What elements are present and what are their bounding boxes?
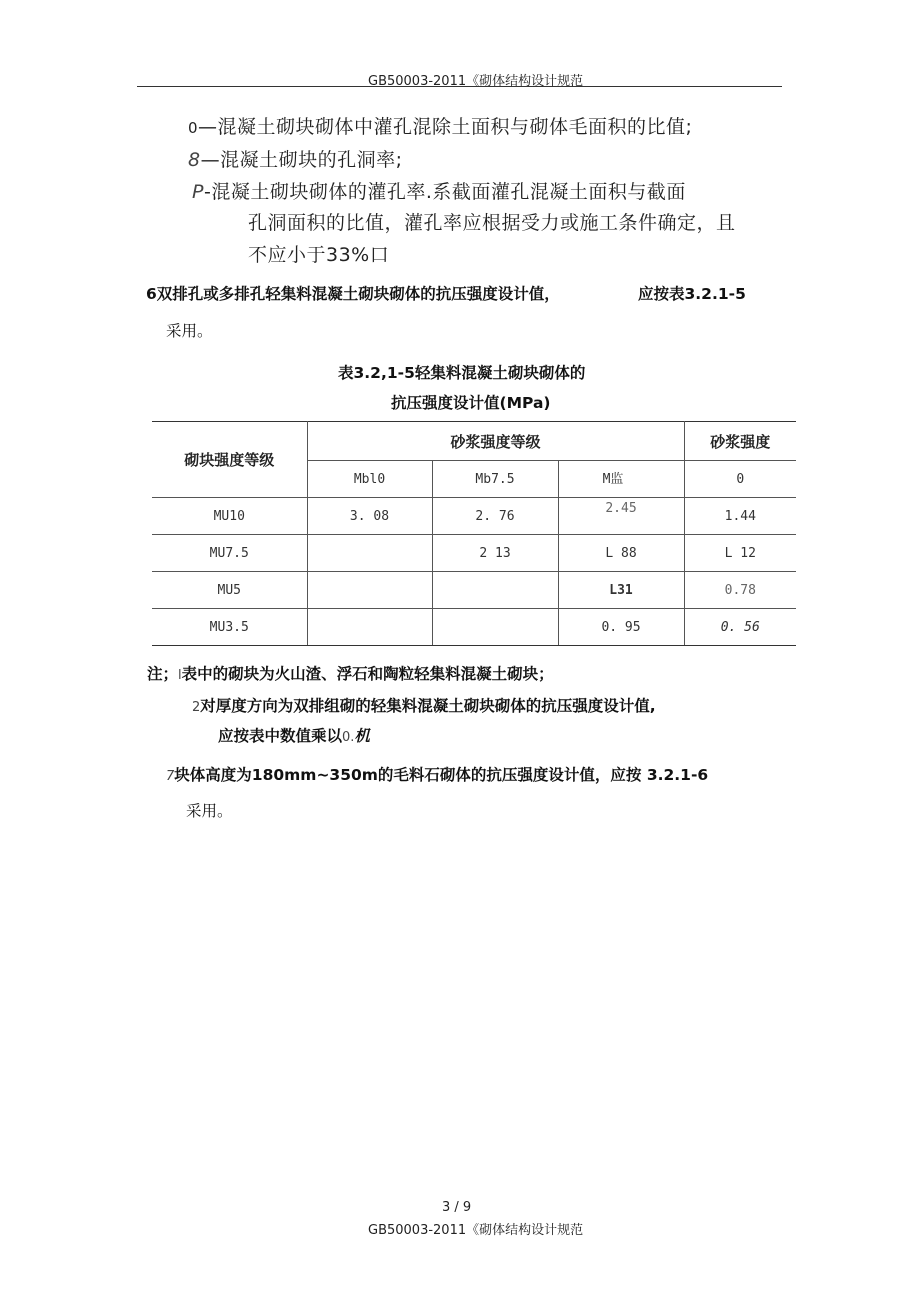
- table-row: [152, 609, 796, 646]
- item-7-line-1: [166, 763, 708, 785]
- definition-3: [192, 177, 686, 204]
- cell-value: 2.45: [558, 498, 684, 535]
- note-2-text: 对厚度方向为双排组砌的轻集料混凝土砌块砌体的抗压强度设计值,: [200, 697, 656, 715]
- cell-value: [307, 609, 432, 646]
- cell-value: 1.44: [684, 498, 796, 535]
- subheader-zero: 0: [684, 461, 796, 498]
- note-2-value: 0.: [342, 730, 355, 745]
- definition-symbol: 0: [188, 119, 199, 137]
- subheader-m5: M监: [558, 461, 684, 498]
- cell-value: 2. 76: [432, 498, 558, 535]
- header-mortar-strength: 砂浆强度: [684, 422, 796, 461]
- item-7-text: 块体高度为180mm~350m的毛料石砌体的抗压强度设计值，应按 3.2.1-6: [174, 766, 709, 784]
- running-header: GB50003-2011《砌体结构设计规范: [368, 74, 584, 89]
- cell-grade: MU5: [152, 572, 307, 609]
- cell-value: 0. 95: [558, 609, 684, 646]
- cell-value: 0.78: [684, 572, 796, 609]
- cell-value: 0. 56: [684, 609, 796, 646]
- note-2-number: 2: [192, 700, 201, 715]
- cell-value: [432, 609, 558, 646]
- cell-grade: MU10: [152, 498, 307, 535]
- table-caption-2: 抗压强度设计值(MPa): [391, 394, 551, 412]
- page-number: 3 / 9: [442, 1200, 472, 1215]
- note-1: [147, 662, 554, 684]
- definition-symbol: 8: [188, 149, 201, 171]
- cell-value: L31: [558, 572, 684, 609]
- subheader-mb7-5: Mb7.5: [432, 461, 558, 498]
- note-2-cont: [218, 724, 370, 746]
- cell-value: L 12: [684, 535, 796, 572]
- table-row: [152, 498, 796, 535]
- strength-table: [152, 421, 796, 646]
- item-7-number: 7: [166, 769, 175, 784]
- cell-value: [432, 572, 558, 609]
- header-mortar-grade: 砂浆强度等级: [307, 422, 684, 461]
- cell-value: [307, 572, 432, 609]
- header-block-grade: 砌块强度等级: [152, 422, 307, 498]
- note-2-cont-text: 应按表中数值乘以: [218, 727, 343, 745]
- definition-3-cont-2: 不应小于33%口: [248, 244, 390, 266]
- definition-text: —混凝土砌块砌体中灌孔混除土面积与砌体毛面积的比值;: [198, 116, 693, 138]
- cell-value: 3. 08: [307, 498, 432, 535]
- note-1-text: 表中的砌块为火山渣、浮石和陶粒轻集料混凝土砌块；: [181, 665, 554, 683]
- definition-symbol: P: [192, 181, 204, 203]
- header-rule: [137, 86, 782, 87]
- note-2: [192, 694, 656, 716]
- item-6-line-1: 6双排孔或多排孔轻集料混凝土砌块砌体的抗压强度设计值，: [146, 285, 560, 303]
- definition-3-cont-1: 孔洞面积的比值，灌孔率应根据受力或施工条件确定，且: [248, 212, 736, 234]
- subheader-mb10: Mbl0: [307, 461, 432, 498]
- table-row: [152, 572, 796, 609]
- item-6-line-1-tail: 应按表3.2.1-5: [638, 285, 746, 303]
- cell-grade: MU7.5: [152, 535, 307, 572]
- cell-grade: MU3.5: [152, 609, 307, 646]
- note-1-number: l: [178, 668, 182, 683]
- item-7-line-2: 采用。: [186, 802, 233, 820]
- definition-2: [188, 145, 403, 172]
- definition-text: —混凝土砌块的孔洞率;: [200, 149, 403, 171]
- running-footer: GB50003-2011《砌体结构设计规范: [368, 1223, 584, 1238]
- table-caption-1: 表3.2,1-5轻集料混凝土砌块砌体的: [338, 364, 586, 382]
- note-label: 注；: [147, 665, 179, 683]
- definition-1: [188, 112, 692, 139]
- cell-value: 2 13: [432, 535, 558, 572]
- note-2-glyph: 机: [354, 727, 370, 745]
- item-6-line-2: 采用。: [166, 322, 213, 340]
- cell-value: [307, 535, 432, 572]
- table-row: [152, 535, 796, 572]
- cell-value: L 88: [558, 535, 684, 572]
- definition-text: -混凝土砌块砌体的灌孔率.系截面灌孔混凝土面积与截面: [203, 181, 686, 203]
